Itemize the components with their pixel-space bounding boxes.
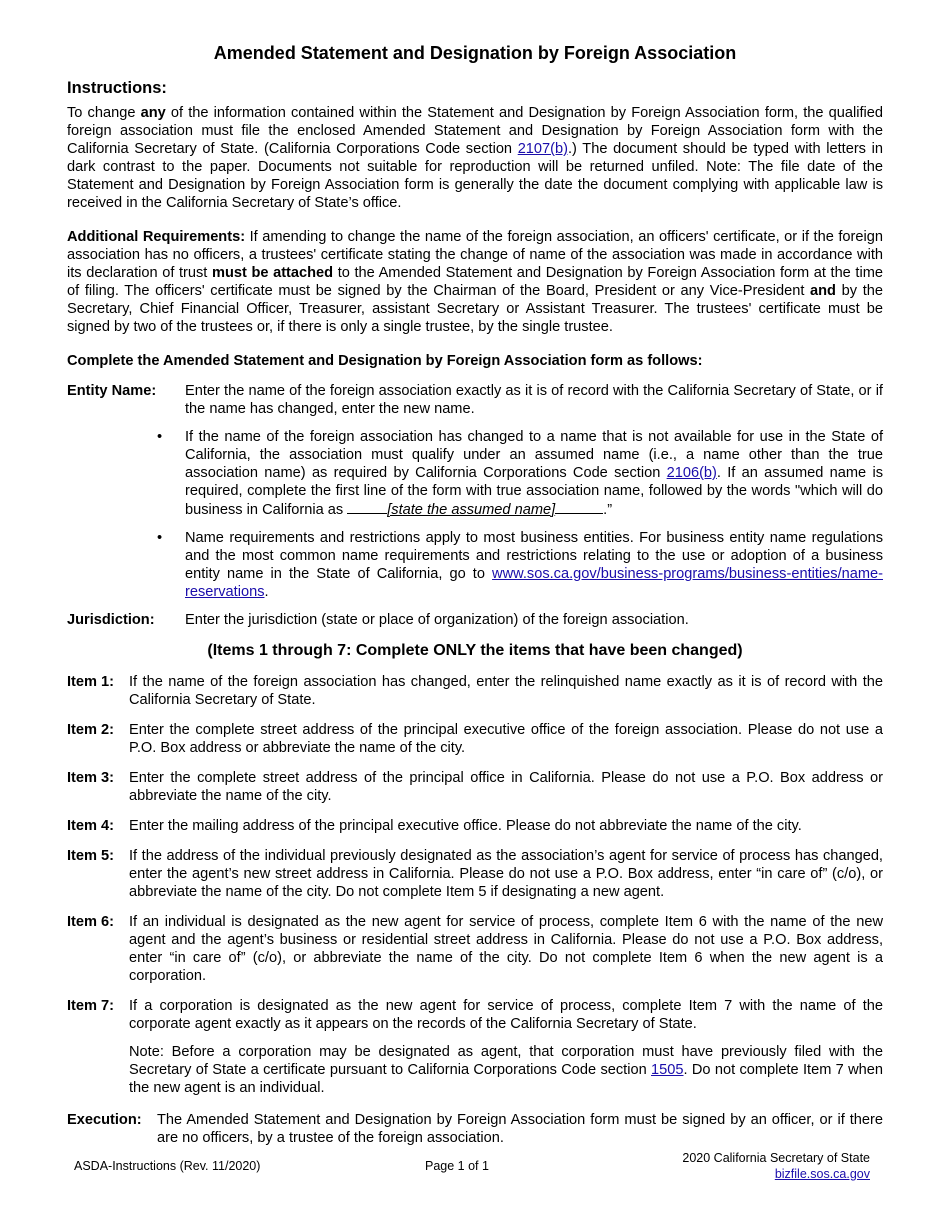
entity-name-bullets: [157, 428, 883, 601]
items-heading: (Items 1 through 7: Complete ONLY the items that have been changed): [207, 642, 743, 659]
item-7-row: [67, 997, 883, 1033]
jurisdiction-text: Enter the jurisdiction (state or place of organization) of the foreign association.: [185, 612, 689, 628]
bullet-icon: •: [157, 429, 163, 445]
blank-line: [555, 500, 603, 514]
instructions-text-3: .) The document should be typed with letters in dark contrast to the paper. Documents not suitable for reproduction will be returned unfiled. Note: The file date of the Statement and Designation by Foreign Association form is generally the date the document complying with applicable law is received in the California Secretary of State’s office.: [67, 141, 883, 211]
item-label: Item 3:: [67, 770, 115, 786]
note-text-1: Note: Before a corporation may be designated as agent, that corporation must have previously filed with the Secretary of State a certificate pursuant to California Corporations Code section: [129, 1044, 883, 1078]
item-text: If the address of the individual previously designated as the association’s agent for service of process has changed, enter the agent’s new street address in California. Please do not use a P.O. Box address, enter “in care of” (c/o), or abbreviate the name of the city. Do not complete Item 5 if designating a new agent.: [129, 848, 883, 900]
note-text-2: . Do not complete Item 7 when the new agent is an individual.: [129, 1062, 883, 1096]
additional-text-3: by the Secretary, Chief Financial Officer, Treasurer, assistant Secretary or Assistant Treasurer. The trustees' certificate must be signed by two of the trustees or, if there is only a single trustee, by the single trustee.: [67, 283, 883, 335]
bullet1-text-2: . If an assumed name is required, complete the first line of the form with true association name, followed by the words "which will do business in California as: [185, 465, 883, 518]
item-label: Item 5:: [67, 848, 115, 864]
instructions-bold-any: any: [140, 105, 166, 121]
instructions-text-1: To change: [67, 105, 141, 121]
items-list: [67, 673, 883, 1097]
item-text: Enter the complete street address of the principal office in California. Please do not use a P.O. Box address or abbreviate the name of the city.: [129, 770, 883, 804]
form-id: ASDA-Instructions (Rev. 11/2020): [74, 1159, 261, 1173]
code-2106b-link[interactable]: 2106(b): [666, 465, 717, 481]
additional-requirements-paragraph: [67, 228, 883, 336]
page-number: Page 1 of 1: [425, 1159, 489, 1173]
footer-right: [682, 1150, 870, 1182]
additional-text-1: If amending to change the name of the foreign association, an officers' certificate, or if the foreign association has no officers, a trustees' certificate stating the change of name of the association was made in accordance with its declaration of trust: [67, 229, 883, 281]
execution-text: The Amended Statement and Designation by Foreign Association form must be signed by an officer, or if there are no officers, by a trustee of the foreign association.: [157, 1112, 883, 1146]
item-label: Item 7:: [67, 998, 115, 1014]
item-1-row: [67, 673, 883, 709]
item-label: Item 4:: [67, 818, 115, 834]
additional-bold-must-be-attached: must be attached: [211, 265, 334, 281]
entity-name-text: Enter the name of the foreign association exactly as it is of record with the California Secretary of State, or if the name has changed, enter the new name.: [185, 383, 883, 417]
item-6-row: [67, 913, 883, 985]
item-3-row: [67, 769, 883, 805]
bullet1-text-1: If the name of the foreign association has changed to a name that is not available for use in the State of California, the association must qualify under an assumed name (i.e., a name other than the true association name) as required by California Corporations Code section: [185, 429, 883, 481]
additional-text-2: to the Amended Statement and Designation by Foreign Association form at the time of filing. The officers' certificate must be signed by the Chairman of the Board, President or any Vice-President: [67, 265, 883, 299]
item-text: If the name of the foreign association has changed, enter the relinquished name exactly as it is of record with the California Secretary of State.: [129, 674, 883, 708]
additional-bold-and: and: [810, 283, 836, 299]
instructions-paragraph: [67, 104, 883, 212]
list-item: [157, 428, 883, 519]
bullet2-text-1: Name requirements and restrictions apply to most business entities. For business entity name regulations and the most common name requirements and restrictions relating to the use or adoption of a business entity name in the State of California, go to: [185, 530, 883, 582]
execution-label: Execution:: [67, 1112, 142, 1128]
code-1505-link[interactable]: 1505: [651, 1062, 684, 1078]
item-text: If a corporation is designated as the new agent for service of process, complete Item 7 with the name of the corporate agent exactly as it appears on the records of the California Secretary of State.: [129, 998, 883, 1032]
item-label: Item 6:: [67, 914, 115, 930]
item-5-row: [67, 847, 883, 901]
bullet1-text-3: .”: [603, 502, 613, 518]
entity-name-label: Entity Name:: [67, 383, 157, 399]
execution-row: [67, 1111, 883, 1147]
complete-form-heading: Complete the Amended Statement and Designation by Foreign Association form as follows:: [67, 353, 703, 369]
bizfile-link[interactable]: bizfile.sos.ca.gov: [774, 1167, 870, 1181]
code-2107b-link[interactable]: 2107(b): [517, 141, 568, 157]
bullet2-text-2: .: [264, 584, 269, 600]
additional-requirements-label: Additional Requirements:: [67, 229, 246, 245]
instructions-text-2: of the information contained within the Statement and Designation by Foreign Association form, the qualified foreign association must file the enclosed Amended Statement and Designation by Foreign Association form with the California Secretary of State. (California Corporations Code section: [67, 105, 884, 157]
instructions-heading: Instructions:: [67, 79, 167, 97]
item-2-row: [67, 721, 883, 757]
item-label: Item 1:: [67, 674, 115, 690]
item-4-row: [67, 817, 883, 835]
assumed-name-placeholder: [state the assumed name]: [387, 502, 556, 518]
page-title: Amended Statement and Designation by Foreign Association: [213, 43, 737, 63]
list-item: [157, 529, 883, 601]
item-text: Enter the complete street address of the principal executive office of the foreign association. Please do not use a P.O. Box address or abbreviate the name of the city.: [129, 722, 883, 756]
name-reservations-link[interactable]: www.sos.ca.gov/business-programs/business-entities/name-reservations: [185, 566, 883, 600]
jurisdiction-label: Jurisdiction:: [67, 612, 155, 628]
entity-name-row: [67, 382, 883, 418]
item-text: Enter the mailing address of the principal executive office. Please do not abbreviate the name of the city.: [129, 818, 802, 834]
blank-line: [347, 500, 387, 514]
item-label: Item 2:: [67, 722, 115, 738]
copyright: 2020 California Secretary of State: [682, 1151, 870, 1165]
item-7-note: [129, 1043, 883, 1097]
bullet-icon: •: [157, 530, 163, 546]
item-text: If an individual is designated as the new agent for service of process, complete Item 6 with the name of the new agent and the agent’s business or residential street address in California. Please do not use a P.O. Box address, enter “in care of” (c/o), or abbreviate the name of the city. Do not complete Item 6 when the new agent is a corporation.: [129, 914, 883, 984]
jurisdiction-row: [67, 611, 883, 629]
